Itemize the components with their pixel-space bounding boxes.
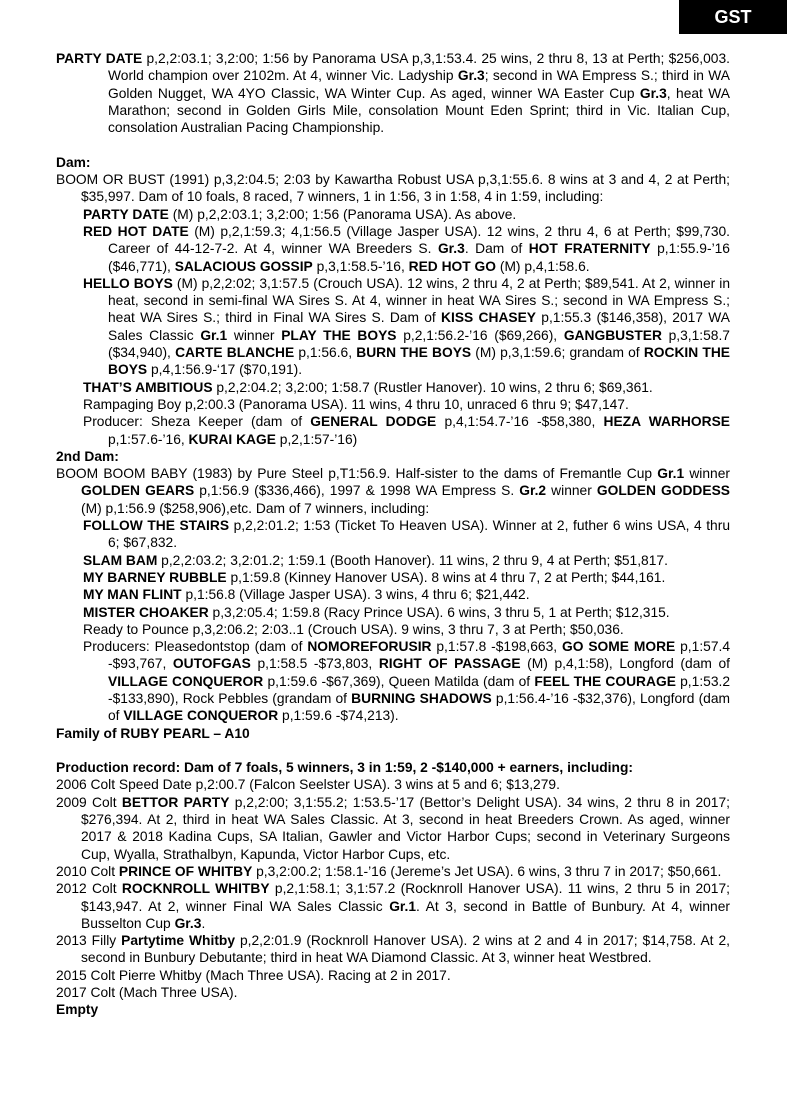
text-run: p,1:56.6, bbox=[294, 345, 357, 361]
text-run: p,1:56.8 (Village Jasper USA). 3 wins, 4 thru 6; $21,442. bbox=[181, 587, 530, 603]
bold-run: BURNING SHADOWS bbox=[351, 690, 492, 706]
text-run: p,1:55.3 ($146,358), 2017 WA Sales Classic bbox=[108, 310, 730, 343]
progeny-item bbox=[56, 552, 730, 569]
text-run: Producers: Pleasedontstop (dam of bbox=[83, 639, 308, 655]
bold-run: VILLAGE CONQUEROR bbox=[123, 708, 279, 724]
bold-run: Gr.2 bbox=[519, 483, 547, 499]
bold-run: GOLDEN GEARS bbox=[81, 483, 195, 499]
text-run: 2010 Colt bbox=[56, 863, 119, 879]
bold-run: GOLDEN GODDESS bbox=[596, 483, 730, 499]
bold-run: Gr.1 bbox=[389, 898, 417, 914]
progeny-item bbox=[56, 413, 730, 448]
bold-run: PRINCE OF WHITBY bbox=[118, 863, 253, 879]
bold-run: FEEL THE COURAGE bbox=[534, 673, 676, 689]
production-record bbox=[56, 984, 730, 1001]
bold-run: CARTE BLANCHE bbox=[175, 345, 295, 361]
bold-run: Gr.3 bbox=[639, 85, 667, 101]
progeny-item bbox=[56, 396, 730, 413]
bold-run: Gr.3 bbox=[174, 915, 202, 931]
production-heading: Production record: Dam of 7 foals, 5 winners, 3 in 1:59, 2 -$140,000 + earners, including: bbox=[56, 760, 633, 776]
bold-run: KURAI KAGE bbox=[188, 431, 276, 447]
text-run: p,2,2:03.1; 3,2:00; 1:56 by Panorama USA p,3,1:53.4. 25 wins, 2 thru 8, 13 at Perth; $256,003. World champion over 2102m. At 4, winner Vic. Ladyship bbox=[108, 51, 730, 84]
bold-run: RIGHT OF PASSAGE bbox=[378, 656, 521, 672]
bold-run: Gr.3 bbox=[437, 241, 465, 257]
bold-run: BURN THE BOYS bbox=[356, 345, 472, 361]
text-run: p,1:59.8 (Kinney Hanover USA). 8 wins at 4 thru 7, 2 at Perth; $44,161. bbox=[226, 569, 666, 585]
text-run: p,1:53.2 -$133,890), Rock Pebbles (grandam of bbox=[108, 673, 731, 706]
bold-run: HOT FRATERNITY bbox=[528, 241, 651, 257]
dam-heading: Dam: bbox=[56, 154, 91, 170]
bold-run: FOLLOW THE STAIRS bbox=[83, 518, 230, 534]
bold-run: PLAY THE BOYS bbox=[281, 327, 397, 343]
text-run: winner bbox=[684, 466, 730, 482]
bold-run: GANGBUSTER bbox=[563, 327, 662, 343]
bold-run: Partytime Whitby bbox=[121, 933, 236, 949]
bold-run: THAT’S AMBITIOUS bbox=[83, 379, 213, 395]
text-run: p,1:56.9 ($336,466), 1997 & 1998 WA Empress S. bbox=[194, 483, 520, 499]
text-run: . Dam of bbox=[464, 241, 529, 257]
production-record bbox=[56, 932, 730, 967]
text-run: BOOM BOOM BABY (1983) by Pure Steel p,T1:56.9. Half-sister to the dams of Fremantle Cup bbox=[56, 466, 658, 482]
second-dam-progeny-list bbox=[56, 517, 730, 725]
text-run: 2017 Colt (Mach Three USA). bbox=[56, 985, 238, 1001]
catalogue-page bbox=[56, 50, 730, 1019]
text-run: (M) p,4,1:58), Longford (dam of bbox=[520, 656, 730, 672]
bold-run: KISS CHASEY bbox=[441, 310, 537, 326]
text-run: p,1:57.6-’16, bbox=[108, 431, 189, 447]
empty-label: Empty bbox=[56, 1002, 99, 1018]
bold-run: BETTOR PARTY bbox=[121, 794, 230, 810]
text-run: p,3,2:05.4; 1:59.8 (Racy Prince USA). 6 wins, 3 thru 5, 1 at Perth; $12,315. bbox=[208, 604, 670, 620]
bold-run: MY BARNEY RUBBLE bbox=[83, 569, 227, 585]
production-record bbox=[56, 967, 730, 984]
text-run: p,2,2:03.2; 3,2:01.2; 1:59.1 (Booth Hanover). 11 wins, 2 thru 9, 4 at Perth; $51,817. bbox=[157, 552, 668, 568]
progeny-item bbox=[56, 517, 730, 552]
second-dam-entry bbox=[56, 465, 730, 517]
bold-run: SLAM BAM bbox=[83, 552, 158, 568]
text-run: , heat WA Marathon; second in Golden Girls Mile, consolation Mount Eden Sprint; third in Vic. Italian Cup, consolation Australian Pacing Championship. bbox=[108, 85, 730, 136]
dam-progeny-list bbox=[56, 206, 730, 448]
production-record bbox=[56, 794, 730, 863]
text-run: p,3,1:58.5-’16, bbox=[312, 258, 409, 274]
text-run: . At 3, second in Battle of Bunbury. At 4, winner Busselton Cup bbox=[81, 898, 730, 931]
progeny-item bbox=[56, 604, 730, 621]
text-run: p,1:56.4-’16 -$32,376), Longford (dam of bbox=[108, 690, 730, 724]
production-record-list bbox=[56, 776, 730, 1001]
text-run: Ready to Pounce p,3,2:06.2; 2:03..1 (Crouch USA). 9 wins, 3 thru 7, 3 at Perth; $50,036. bbox=[83, 621, 624, 637]
text-run: p,1:59.6 -$74,213). bbox=[278, 708, 399, 724]
second-dam-heading: 2nd Dam: bbox=[56, 448, 119, 464]
progeny-item bbox=[56, 586, 730, 603]
text-run: ; second in WA Empress S.; third in WA Golden Nugget, WA 4YO Classic, WA Winter Cup. As aged, winner WA Easter Cup bbox=[108, 68, 730, 101]
text-run: p,3,1:58.7 ($34,940), bbox=[108, 327, 730, 361]
progeny-item bbox=[56, 275, 730, 379]
text-run: p,2,1:57-’16) bbox=[275, 431, 358, 447]
text-run: p,1:57.4 -$93,767, bbox=[108, 639, 730, 672]
text-run: p,2,2:04.2; 3,2:00; 1:58.7 (Rustler Hanover). 10 wins, 2 thru 6; $69,361. bbox=[212, 379, 653, 395]
text-run: (M) p,1:56.9 ($258,906),etc. Dam of 7 winners, including: bbox=[81, 500, 430, 516]
family-line: Family of RUBY PEARL – A10 bbox=[56, 725, 250, 741]
text-run: p,3,2:00.2; 1:58.1-’16 (Jereme’s Jet USA). 6 wins, 3 thru 7 in 2017; $50,661. bbox=[252, 863, 722, 879]
text-run: 2015 Colt Pierre Whitby (Mach Three USA). Racing at 2 in 2017. bbox=[56, 967, 451, 983]
text-run: p,4,1:56.9-‘17 ($70,191). bbox=[147, 362, 303, 378]
text-run: Rampaging Boy p,2:00.3 (Panorama USA). 11 wins, 4 thru 10, unraced 6 thru 9; $47,147. bbox=[83, 396, 629, 412]
bold-run: RED HOT DATE bbox=[83, 223, 189, 239]
bold-run: PARTY DATE bbox=[56, 51, 143, 66]
text-run: p,2,2:01.2; 1:53 (Ticket To Heaven USA). Winner at 2, futher 6 wins USA, 4 thru 6; $67,832. bbox=[108, 518, 730, 551]
progeny-item bbox=[56, 621, 730, 638]
text-run: (M) p,2,2:03.1; 3,2:00; 1:56 (Panorama USA). As above. bbox=[168, 206, 517, 222]
bold-run: OUTOFGAS bbox=[172, 656, 251, 672]
text-run: (M) p,3,1:59.6; grandam of bbox=[471, 345, 644, 361]
text-run: p,1:59.6 -$67,369), Queen Matilda (dam of bbox=[263, 673, 535, 689]
progeny-item bbox=[56, 379, 730, 396]
text-run: p,1:55.9-’16 ($46,771), bbox=[108, 241, 730, 274]
production-record bbox=[56, 776, 730, 793]
bold-run: ROCKIN THE BOYS bbox=[108, 345, 730, 378]
bold-run: HEZA WARHORSE bbox=[603, 414, 730, 430]
bold-run: GO SOME MORE bbox=[562, 639, 676, 655]
progeny-item bbox=[56, 638, 730, 724]
bold-run: GENERAL DODGE bbox=[310, 414, 437, 430]
bold-run: RED HOT GO bbox=[408, 258, 497, 274]
progeny-item bbox=[56, 569, 730, 586]
text-run: BOOM OR BUST (1991) p,3,2:04.5; 2:03 by Kawartha Robust USA p,3,1:55.6. 8 wins at 3 and 4, 2 at Perth; $35,997. Dam of 10 foals, 8 raced, 7 winners, 1 in 1:56, 3 in 1:58, 4 in 1:59, including: bbox=[56, 172, 730, 205]
text-run: p,1:57.8 -$198,663, bbox=[431, 639, 562, 655]
text-run: 2006 Colt Speed Date p,2:00.7 (Falcon Seelster USA). 3 wins at 5 and 6; $13,279. bbox=[56, 777, 560, 793]
progeny-item bbox=[56, 223, 730, 275]
text-run: winner bbox=[227, 327, 282, 343]
text-run: p,2,1:56.2-’16 ($69,266), bbox=[396, 327, 564, 343]
dam-entry bbox=[56, 171, 730, 206]
text-run: (M) p,4,1:58.6. bbox=[496, 258, 590, 274]
bold-run: ROCKNROLL WHITBY bbox=[121, 881, 270, 897]
text-run: p,4,1:54.7-’16 -$58,380, bbox=[436, 414, 604, 430]
party-date-entry bbox=[56, 50, 730, 136]
bold-run: MISTER CHOAKER bbox=[83, 604, 209, 620]
text-run: (M) p,2,2:02; 3,1:57.5 (Crouch USA). 12 wins, 2 thru 4, 2 at Perth; $89,541. At 2, winner in heat, second in semi-final WA Sires S. At 4, winner in heat WA Sires S.; second in WA Empress S.; heat WA Sires S.; third in Final WA Sires S. Dam of bbox=[108, 275, 731, 326]
production-record bbox=[56, 863, 730, 880]
bold-run: Gr.3 bbox=[457, 68, 485, 84]
bold-run: NOMOREFORUSIR bbox=[307, 639, 432, 655]
text-run: p,2,2:00; 3,1:55.2; 1:53.5-’17 (Bettor’s Delight USA). 34 wins, 2 thru 8 in 2017; $276,394. At 2, third in heat WA Sales Classic. At 3, second in heat Breeders Crown. As aged, winner 2017 & 2018 Kadina Cups, SA Italian, Gawler and Victor Harbor Cups; second in Veterinary Surgeons Cup, Wyalla, Strathalbyn, Kapunda, Victor Harbor Cups, etc. bbox=[81, 794, 730, 862]
bold-run: HELLO BOYS bbox=[83, 275, 173, 291]
section-tag: GST bbox=[679, 0, 787, 34]
text-run: p,2,2:01.9 (Rocknroll Hanover USA). 2 wins at 2 and 4 in 2017; $14,758. At 2, second in Bunbury Debutante; third in heat WA Diamond Classic. At 3, winner heat Westbred. bbox=[81, 933, 730, 966]
bold-run: Gr.1 bbox=[657, 466, 685, 482]
production-record bbox=[56, 880, 730, 932]
text-run: Producer: Sheza Keeper (dam of bbox=[83, 414, 311, 430]
text-run: (M) p,2,1:59.3; 4,1:56.5 (Village Jasper USA). 12 wins, 2 thru 4, 6 at Perth; $99,730. Career of 44-12-7-2. At 4, winner WA Breeders S. bbox=[108, 223, 730, 257]
text-run: 2012 Colt bbox=[56, 881, 122, 897]
progeny-item bbox=[56, 206, 730, 223]
bold-run: VILLAGE CONQUEROR bbox=[108, 673, 264, 689]
text-run: p,1:58.5 -$73,803, bbox=[250, 656, 379, 672]
bold-run: PARTY DATE bbox=[83, 206, 169, 222]
text-run: p,2,1:58.1; 3,1:57.2 (Rocknroll Hanover USA). 11 wins, 2 thru 5 in 2017; $143,947. At 2, winner Final WA Sales Classic bbox=[81, 881, 730, 914]
bold-run: MY MAN FLINT bbox=[83, 587, 182, 603]
text-run: 2013 Filly bbox=[56, 933, 122, 949]
bold-run: SALACIOUS GOSSIP bbox=[174, 258, 313, 274]
text-run: 2009 Colt bbox=[56, 794, 122, 810]
text-run: winner bbox=[546, 483, 597, 499]
text-run: . bbox=[201, 915, 206, 931]
bold-run: Gr.1 bbox=[200, 327, 228, 343]
